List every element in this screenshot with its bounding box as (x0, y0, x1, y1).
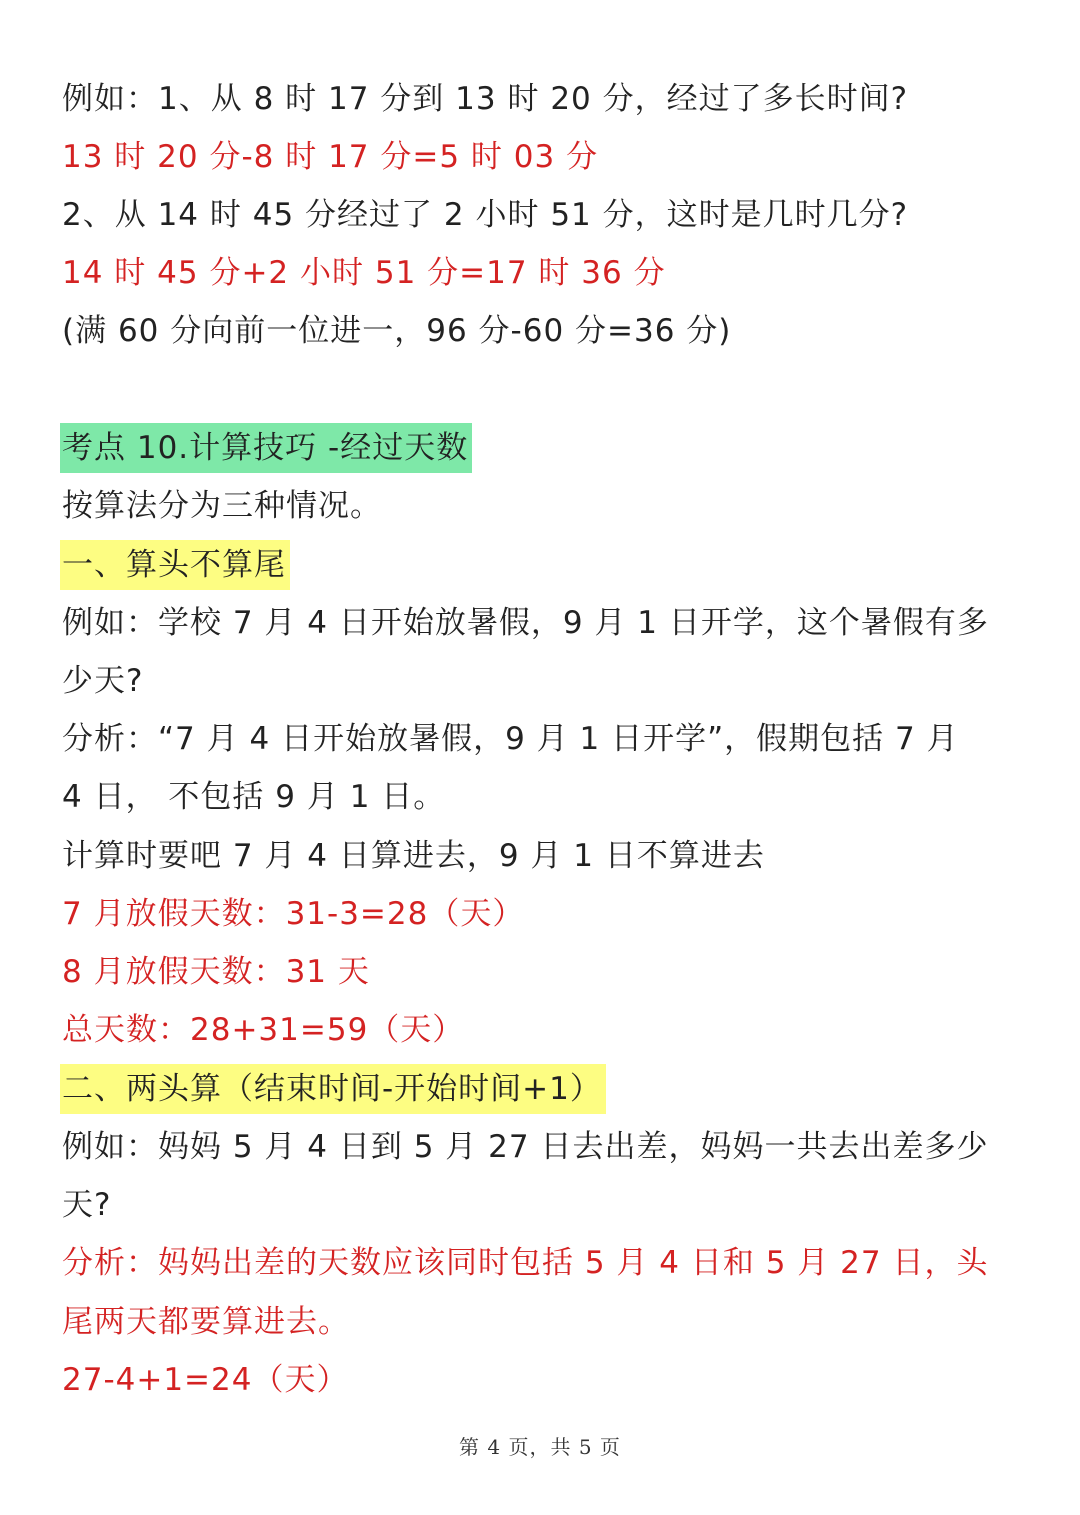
section-heading: 考点 10.计算技巧 -经过天数 (60, 423, 472, 473)
example-1-question: 例如：1、从 8 时 17 分到 13 时 20 分，经过了多长时间? (62, 81, 909, 117)
case-2-question: 例如：妈妈 5 月 4 日到 5 月 27 日去出差，妈妈一共去出差多少 (62, 1129, 989, 1165)
case-1-question: 例如：学校 7 月 4 日开始放暑假，9 月 1 日开学，这个暑假有多 (62, 605, 989, 641)
subheading-2-wrapper (62, 1064, 1042, 1114)
case-1-question-cont: 少天? (62, 663, 144, 699)
case-1-analysis: 分析：“7 月 4 日开始放暑假，9 月 1 日开学”，假期包括 7 月 (62, 721, 959, 757)
case-2-analysis-cont: 尾两天都要算进去。 (62, 1304, 350, 1340)
example-2-question: 2、从 14 时 45 分经过了 2 小时 51 分，这时是几时几分? (62, 197, 909, 233)
case-1-july-days: 7 月放假天数：31-3=28（天） (62, 896, 525, 932)
page-footer: 第 4 页，共 5 页 (459, 1435, 621, 1459)
case-2-analysis: 分析：妈妈出差的天数应该同时包括 5 月 4 日和 5 月 27 日，头 (62, 1245, 989, 1281)
section-heading-wrapper (62, 423, 1042, 473)
subheading-1: 一、算头不算尾 (60, 540, 290, 590)
case-1-method: 计算时要吧 7 月 4 日算进去，9 月 1 日不算进去 (62, 838, 765, 874)
case-1-analysis-cont: 4 日， 不包括 9 月 1 日。 (62, 779, 446, 815)
example-1-answer: 13 时 20 分-8 时 17 分=5 时 03 分 (62, 139, 599, 175)
subheading-1-wrapper (62, 540, 1042, 590)
section-intro: 按算法分为三种情况。 (62, 488, 382, 524)
subheading-2: 二、两头算（结束时间-开始时间+1） (60, 1064, 606, 1114)
case-2-answer: 27-4+1=24（天） (62, 1362, 349, 1398)
example-2-answer: 14 时 45 分+2 小时 51 分=17 时 36 分 (62, 255, 666, 291)
case-1-august-days: 8 月放假天数：31 天 (62, 954, 370, 990)
case-1-total-days: 总天数：28+31=59（天） (62, 1012, 465, 1048)
example-2-note: (满 60 分向前一位进一，96 分-60 分=36 分) (62, 313, 732, 349)
case-2-question-cont: 天? (62, 1187, 112, 1223)
